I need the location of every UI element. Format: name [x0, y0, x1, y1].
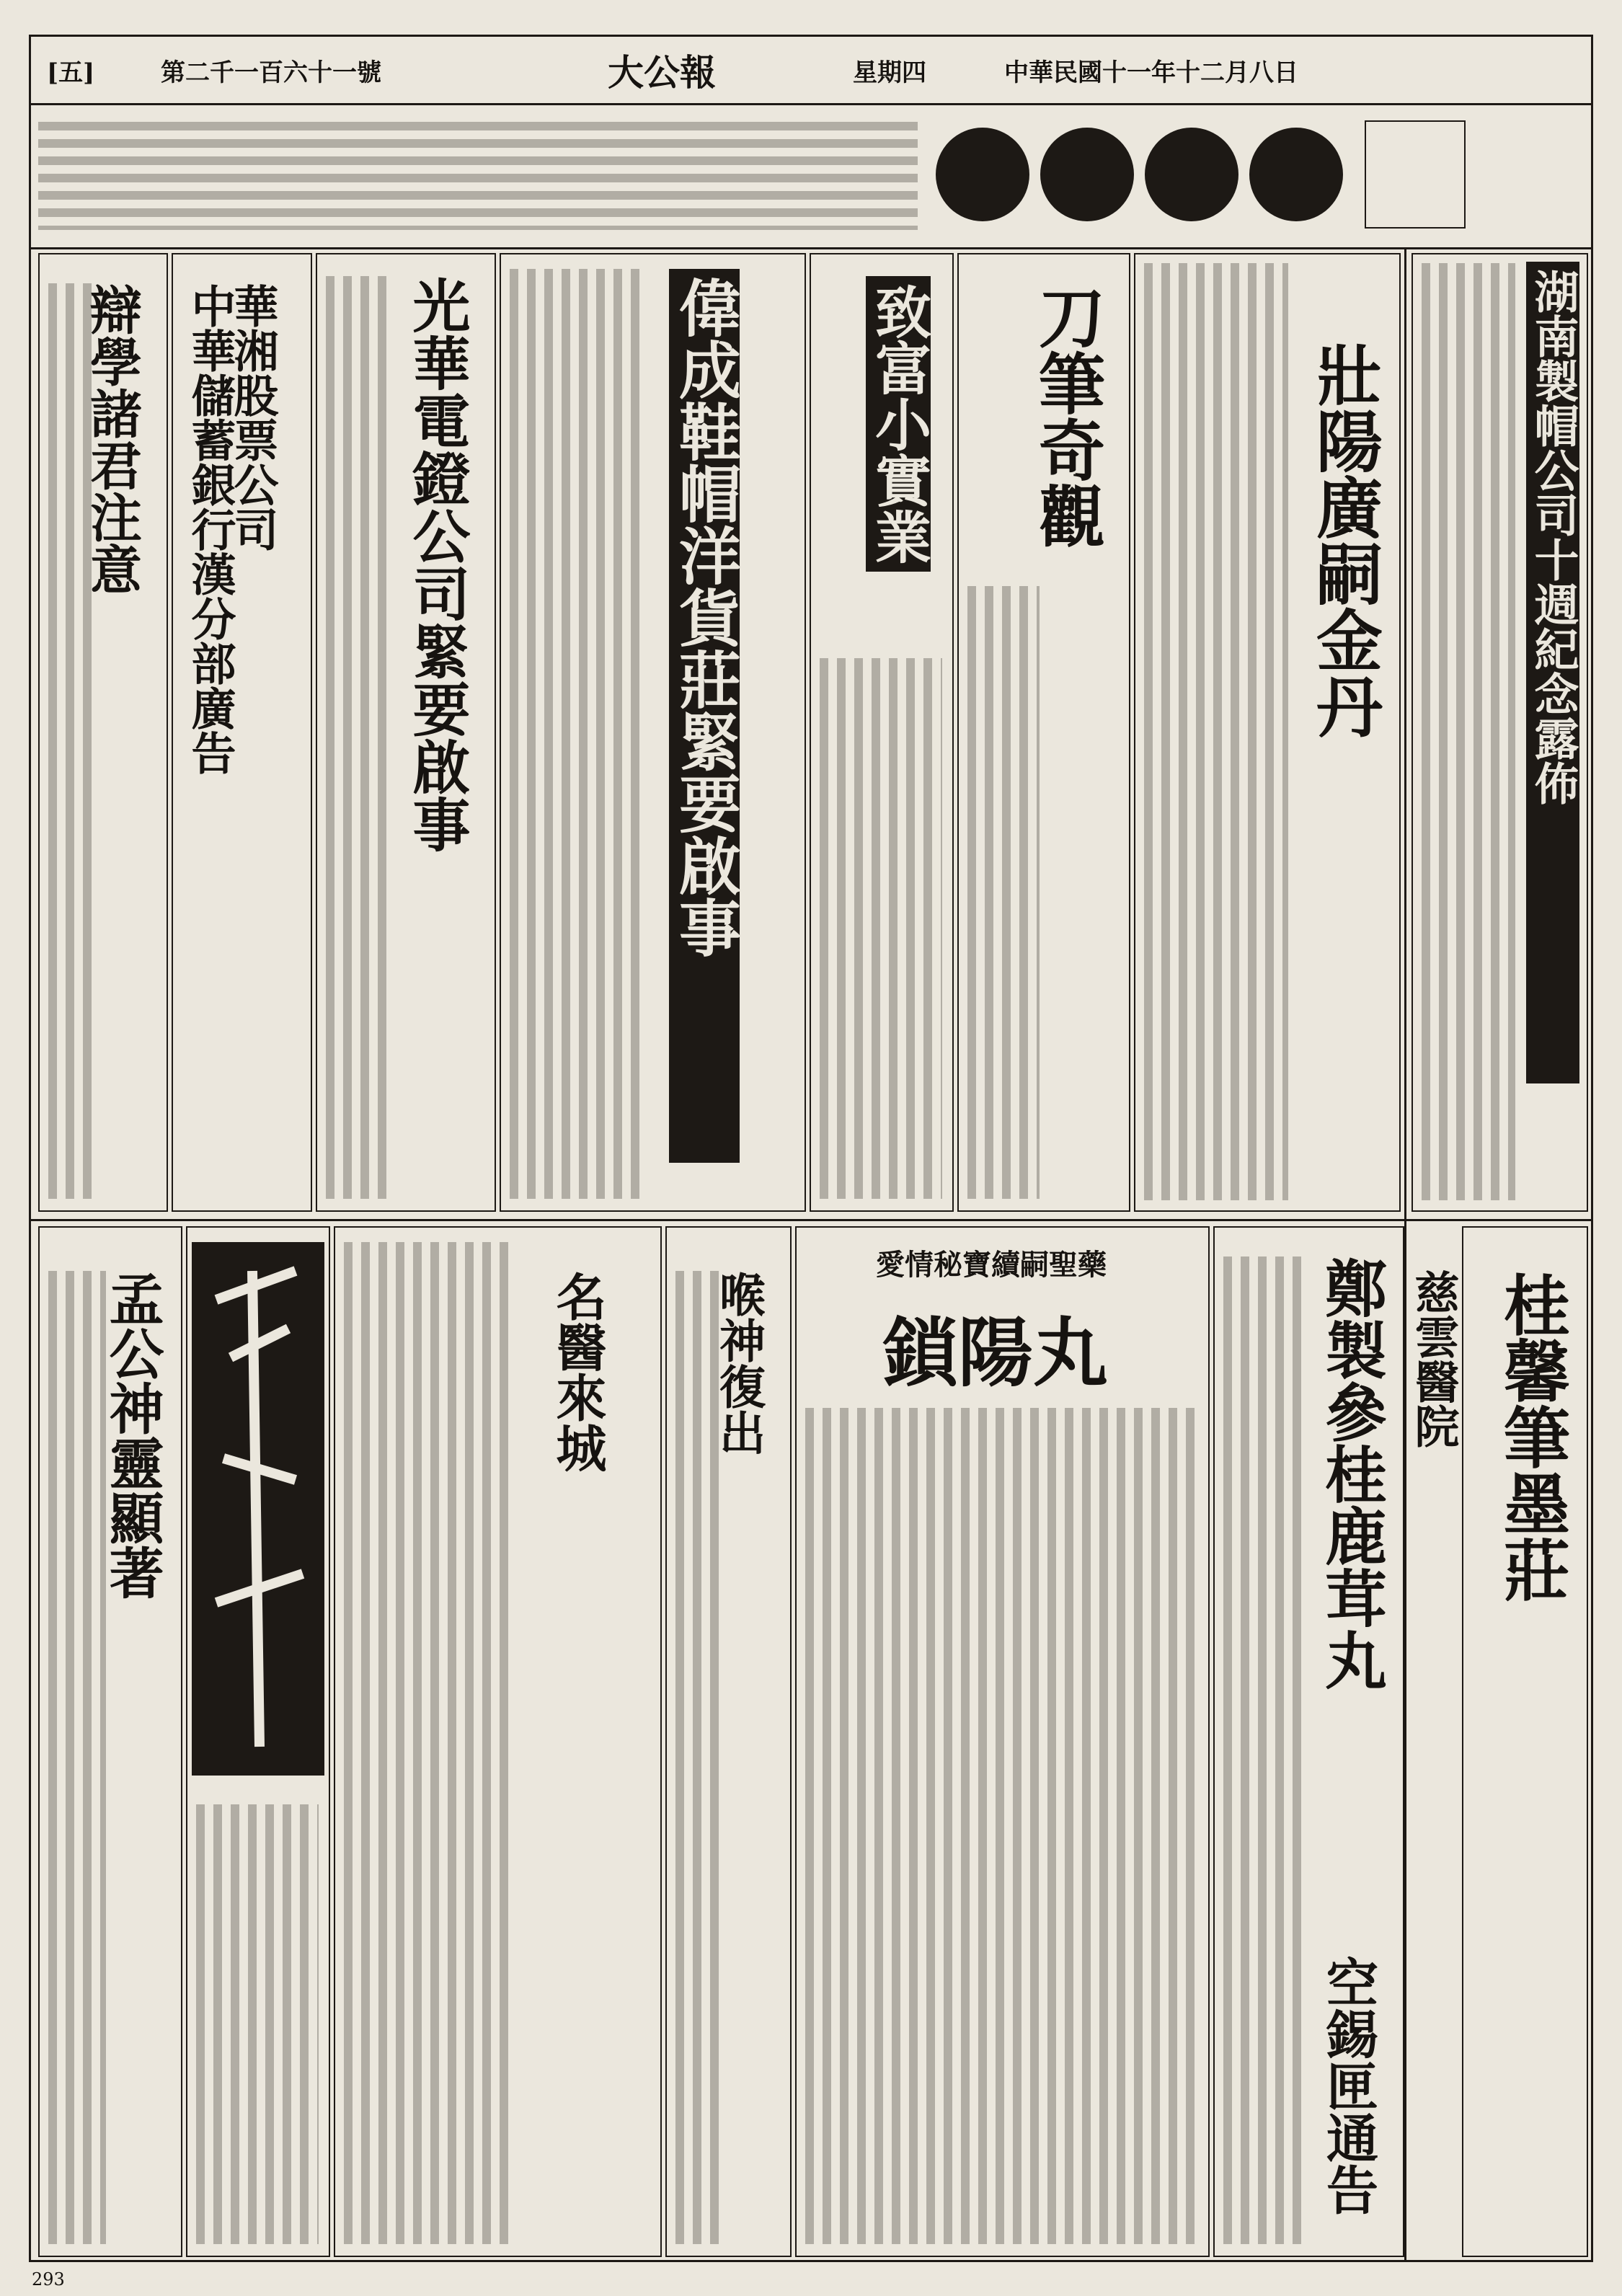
ad-guizai — [1462, 1226, 1588, 2257]
banner-brand-text — [939, 231, 942, 232]
medal-emblem — [1365, 120, 1466, 229]
ad-title: 湖南製帽公司十週紀念露佈 — [1526, 262, 1579, 1083]
ad-subtitle: 愛情秘寶續嗣聖藥 — [876, 1248, 1107, 1282]
ad-mengshen — [38, 1226, 182, 2257]
ad-body — [675, 1271, 726, 2244]
weekday: 星期四 — [853, 58, 926, 87]
ad-zheng — [1213, 1226, 1404, 2257]
ad-body — [48, 283, 92, 1199]
ad-body — [1144, 263, 1288, 1200]
ad-hunan-hat — [1412, 253, 1588, 1212]
soap-banner — [31, 103, 1591, 249]
banner-char-1 — [936, 128, 1029, 221]
paper-title: 大公報 — [608, 51, 716, 94]
date: 中華民國十一年十二月八日 — [1004, 58, 1298, 87]
ad-shenfu — [665, 1226, 792, 2257]
banner-char-3 — [1145, 128, 1238, 221]
ad-zhifu — [810, 253, 954, 1212]
ad-body — [1422, 263, 1515, 1200]
ad-body — [820, 658, 942, 1199]
ad-guanghua — [316, 253, 496, 1212]
ad-body — [48, 1271, 106, 2244]
ad-title: 致富小實業 — [866, 276, 931, 572]
ad-title: 名醫來城 — [548, 1271, 608, 1473]
ad-zhuangyang — [1134, 253, 1401, 1212]
ad-daobi — [957, 253, 1130, 1212]
right-column-rule — [1404, 247, 1406, 2260]
ad-title: 華湘股票公司 — [226, 283, 279, 551]
ad-weicheng — [500, 253, 806, 1212]
newspaper-page — [29, 35, 1593, 2262]
banner-fine-print — [38, 122, 918, 230]
issue-number: 第二千一百六十一號 — [161, 58, 381, 87]
ad-suoyang — [795, 1226, 1210, 2257]
ad-title: 壯陽廣嗣金丹 — [1306, 341, 1383, 739]
ad-title: 鎖陽丸 — [883, 1308, 1109, 1397]
ad-body — [1223, 1256, 1310, 2244]
ad-title: 喉神復出 — [712, 1271, 766, 1455]
ad-title: 桂馨筆墨莊 — [1493, 1271, 1571, 1603]
ad-body — [326, 276, 391, 1199]
charm-talisman-icon — [187, 1242, 329, 1790]
ad-body — [967, 586, 1040, 1199]
ad-title: 慈雲醫院 — [1407, 1269, 1460, 1448]
ad-body — [344, 1242, 510, 2244]
ad-body — [510, 269, 639, 1199]
ad-body — [196, 1804, 319, 2244]
ad-bianxue — [38, 253, 168, 1212]
banner-char-4 — [1249, 128, 1343, 221]
ad-body — [805, 1408, 1202, 2244]
ad-ciyun — [1408, 1226, 1460, 2257]
ad-title: 刀筆奇觀 — [1028, 283, 1106, 549]
ad-mingyi — [334, 1226, 662, 2257]
ad-title: 偉成鞋帽洋貨莊緊要啟事 — [669, 269, 740, 1163]
banner-char-2 — [1040, 128, 1134, 221]
ad-title: 孟公神靈顯著 — [100, 1271, 164, 1600]
footer-page-mark: 293 — [32, 2269, 65, 2290]
mid-rule — [31, 1219, 1591, 1221]
ad-title: 鄭製參桂鹿茸丸 — [1314, 1256, 1387, 1690]
ad-title: 光華電鐙公司緊要啟事 — [403, 276, 471, 853]
ad-subtitle: 空錫匣通告 — [1318, 1956, 1379, 2215]
ad-huaxiang — [172, 253, 312, 1212]
ad-title: 辯學諸君注意 — [81, 283, 143, 595]
page-number: [五] — [47, 58, 95, 87]
ad-charm-image — [186, 1226, 330, 2257]
masthead — [31, 37, 1591, 105]
ad-title-2: 中華儲蓄銀行漢分部廣告 — [184, 283, 236, 775]
